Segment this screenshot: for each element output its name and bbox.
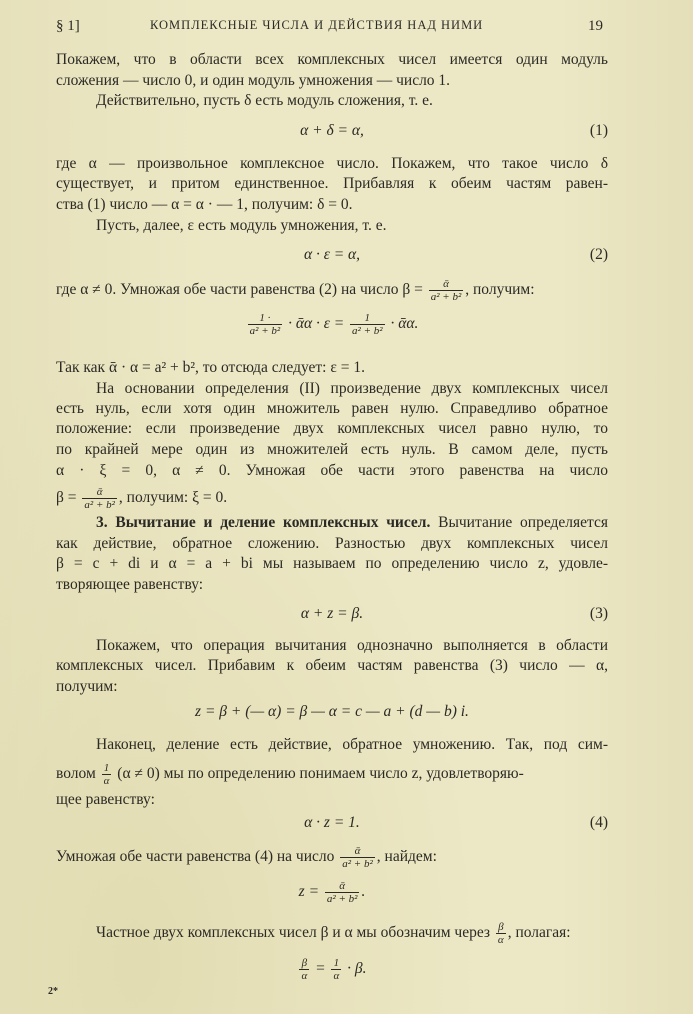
text-segment: (α ≠ 0) мы по определению понимаем число z, удовлетворяю- — [113, 765, 524, 783]
text-line: получим: — [56, 678, 118, 695]
text-line: Так как ᾱ · α = a² + b², то отсюда следует: ε = 1. — [56, 359, 365, 376]
text-line — [56, 921, 608, 946]
equation-number: (2) — [589, 246, 608, 263]
text-line: α · ξ = 0, α ≠ 0. Умножая обе части этого равенства на число — [56, 462, 608, 479]
text-segment: β = — [56, 489, 81, 507]
fraction — [331, 957, 341, 982]
denominator: α — [301, 970, 308, 982]
denominator: α — [497, 934, 504, 946]
text-line: существует, и притом единственное. Прибавляя к обеим частям равен- — [56, 175, 608, 192]
denominator: a² + b² — [84, 499, 115, 511]
subsection-heading: 3. Вычитание и деление комплексных чисел. — [96, 514, 431, 531]
text-line: Наконец, деление есть действие, обратное умножению. Так, под сим- — [96, 736, 608, 753]
text-line: Пусть, далее, ε есть модуль умножения, т. е. — [96, 217, 387, 234]
numerator: 1 — [333, 957, 340, 969]
fraction — [350, 312, 385, 337]
text-line — [56, 845, 608, 870]
numerator: β — [498, 921, 504, 933]
denominator: a² + b² — [430, 291, 462, 303]
fraction — [102, 762, 112, 787]
text-line: комплексных чисел. Прибавим к обеим частям равенства (3) число — α, — [56, 657, 608, 674]
text-line — [56, 278, 608, 303]
text-line — [56, 514, 608, 532]
fraction — [248, 312, 283, 337]
fraction — [299, 957, 309, 982]
text-segment: , полагая: — [507, 924, 571, 942]
equation-body: = — [311, 960, 330, 978]
denominator: α — [103, 775, 110, 787]
text-line: сложения — число 0, и один модуль умножения — число 1. — [56, 72, 451, 89]
numerator: ᾱ — [96, 486, 103, 498]
text-line: На основании определения (II) произведение двух комплексных чисел — [96, 380, 608, 397]
numerator: ᾱ — [339, 880, 346, 892]
fraction — [340, 845, 375, 870]
equation-body: · ᾱα · ε = — [284, 315, 349, 333]
text-line — [56, 762, 608, 787]
text-segment: Частное двух комплексных чисел β и α мы обозначим через — [96, 924, 494, 942]
equation-body: · β. — [343, 960, 367, 978]
equation-body: . — [361, 883, 366, 901]
equation-number: (4) — [589, 814, 608, 831]
text-line: Покажем, что в области всех комплексных чисел имеется один модуль — [56, 51, 608, 68]
denominator: a² + b² — [352, 325, 383, 337]
fraction — [496, 921, 506, 946]
equation-3 — [56, 605, 608, 623]
numerator: ᾱ — [354, 845, 361, 857]
text-segment: Умножая обе части равенства (4) на число — [56, 848, 339, 866]
equation-body: α + δ = α, — [300, 122, 364, 139]
numerator: ᾱ — [443, 278, 449, 290]
text-line: творяющее равенству: — [56, 576, 204, 593]
equation-number: (3) — [589, 605, 608, 622]
text-line: как действие, обратное сложению. Разностью двух комплексных чисел — [56, 535, 608, 552]
text-line: положение: если произведение двух комплексных чисел равно нулю, то — [56, 420, 608, 437]
text-segment: где α ≠ 0. Умножая обе части равенства (2) на число β = — [56, 281, 427, 299]
denominator: a² + b² — [342, 858, 373, 870]
text-line: Покажем, что операция вычитания однозначно выполняется в области — [96, 637, 608, 654]
denominator: α — [333, 970, 340, 982]
text-line: ства (1) число — α = α · — 1, получим: δ = 0. — [56, 196, 353, 213]
text-segment: Вычитание определяется — [430, 514, 608, 531]
text-segment: волом — [56, 765, 100, 783]
equation-4 — [56, 814, 608, 832]
equation-body: α · z = 1. — [304, 814, 360, 831]
text-line: Действительно, пусть δ есть модуль сложения, т. е. — [96, 92, 433, 109]
numerator: 1 — [364, 312, 371, 324]
equation-1 — [56, 122, 608, 140]
running-title: КОМПЛЕКСНЫЕ ЧИСЛА И ДЕЙСТВИЯ НАД НИМИ — [150, 18, 484, 32]
equation-quotient — [56, 880, 608, 905]
text-line: щее равенству: — [56, 791, 155, 808]
numerator: 1 — [103, 762, 110, 774]
equation-body: α · ε = α, — [303, 246, 361, 263]
text-segment: , получим: ξ = 0. — [118, 489, 228, 507]
signature-mark: 2* — [48, 986, 58, 997]
equation-body: α + z = β. — [300, 605, 364, 622]
text-line: где α — произвольное комплексное число. Покажем, что такое число δ — [56, 155, 608, 172]
section-marker: § 1] — [56, 18, 80, 34]
denominator: a² + b² — [326, 893, 358, 905]
equation-body: · ᾱα. — [386, 315, 419, 333]
equation-body: z = — [298, 883, 323, 901]
equation-2 — [56, 246, 608, 264]
text-segment: , найдем: — [376, 848, 437, 866]
numerator: β — [301, 957, 308, 969]
text-segment: , получим: — [465, 281, 535, 299]
equation-number: (1) — [589, 122, 608, 139]
fraction — [325, 880, 360, 905]
text-line: β = c + di и α = a + bi мы называем по определению число z, удовле- — [56, 555, 608, 572]
page-number: 19 — [588, 18, 603, 34]
denominator: a² + b² — [249, 325, 281, 337]
numerator: 1 · — [259, 312, 271, 324]
fraction — [82, 486, 117, 511]
equation-product — [56, 312, 608, 337]
equation-difference: z = β + (— α) = β — α = c — a + (d — b) i. — [195, 703, 469, 720]
text-line: есть нуль, если хотя один множитель равен нулю. Справедливо обратное — [56, 400, 608, 417]
text-line — [56, 486, 608, 511]
text-line: по крайней мере один из множителей есть нуль. В самом деле, пусть — [56, 441, 608, 458]
equation-division — [56, 957, 608, 982]
fraction — [429, 278, 464, 303]
